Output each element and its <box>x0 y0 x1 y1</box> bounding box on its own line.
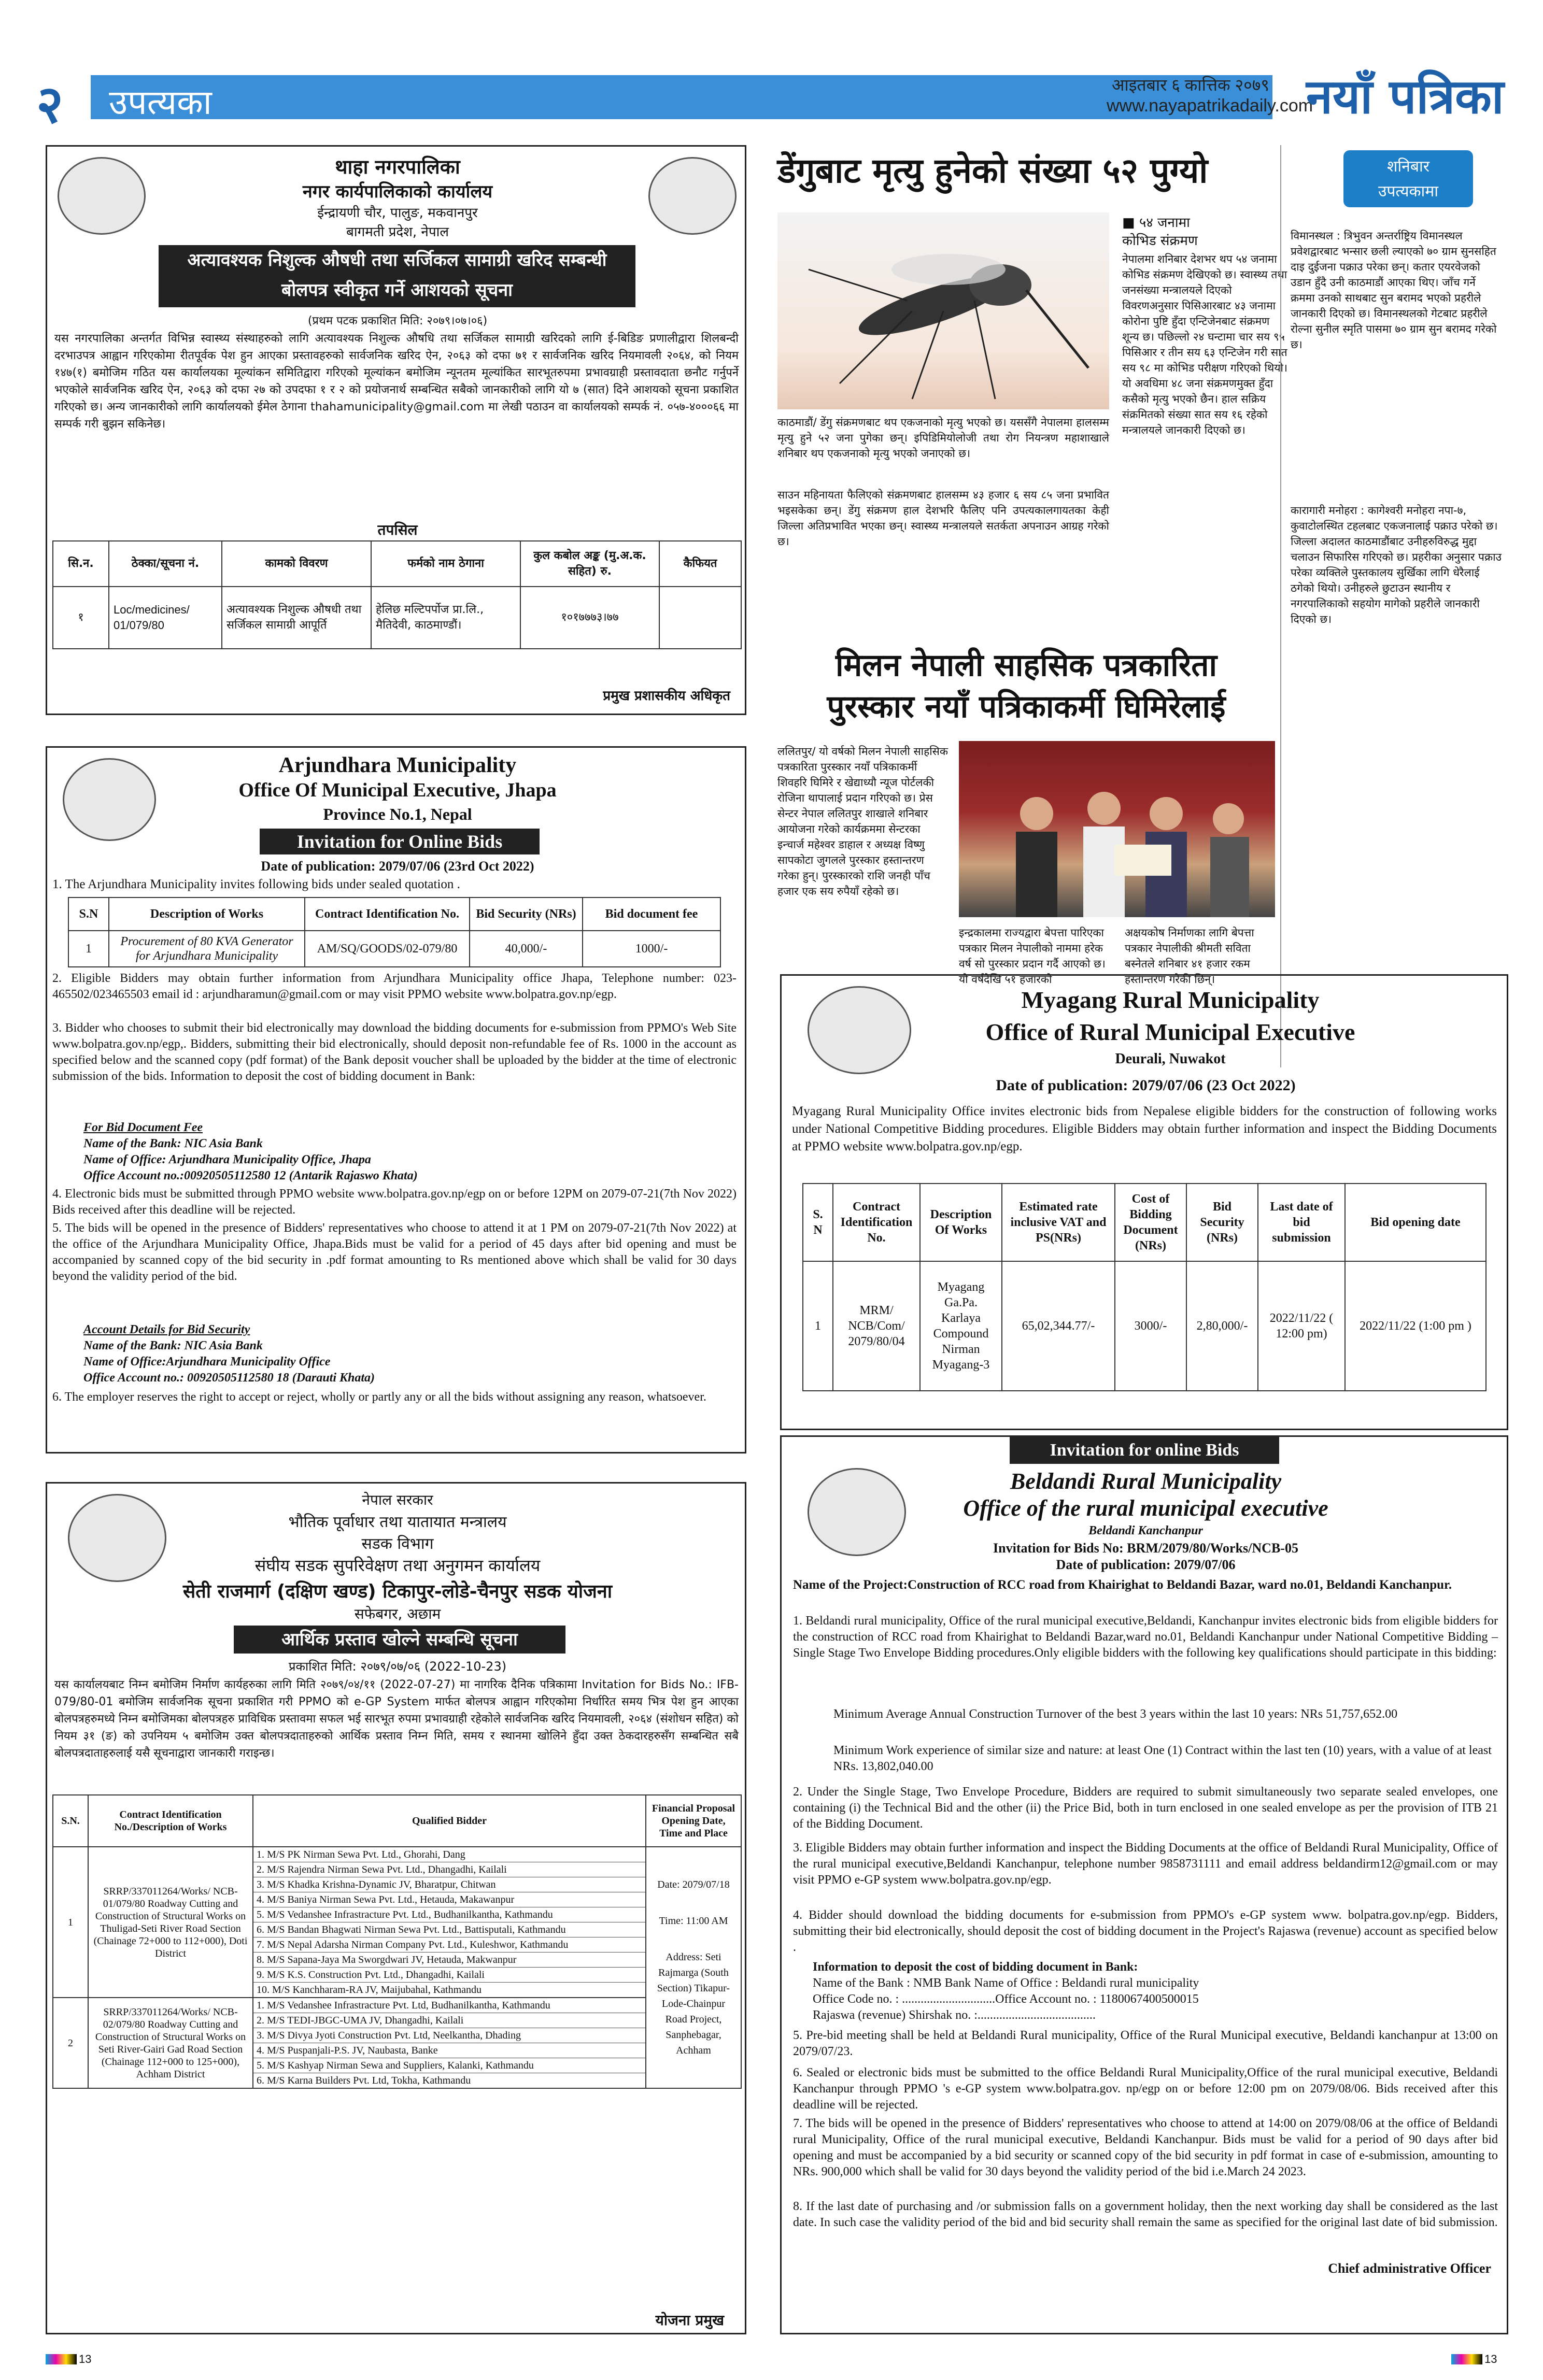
table-header: Last date of bid submission <box>1258 1184 1345 1261</box>
award-photo <box>959 741 1275 917</box>
ad-detail: Rajaswa (revenue) Shirshak no. :...................................... <box>813 2008 1096 2022</box>
ad-org-name: Myagang Rural Municipality <box>1021 987 1320 1013</box>
section-title: उपत्यका <box>109 82 212 122</box>
ad-seti <box>46 1482 746 2334</box>
news-subhead: कोभिड संक्रमण <box>1122 233 1198 249</box>
ad-body: यस नगरपालिका अन्तर्गत विभिन्न स्वास्थ्य संस्थाहरुको लागि अत्यावश्यक निशुल्क औषधि तथा सर्जिकल सामाग्री खरिदको लागि ई-बिडिङ प्रणालीद्वारा शिलबन्दी दरभाउपत्र आह्वान गरिएकोमा रीतपूर्वक पेश हुन आएका प्रस्तावहरुको सार्वजनिक खरिद ऐन, २०६३ को दफा ७१ र सार्वजनिक खरिद नियमावली २०६४, को नियम १४७(१) बमोजिम गठित यस कार्यालयका मूल्यांकन समितिद्वारा गरिएको मूल्यांकन बमोजिम न्यूनतम मूल्यांकित सारभूतरुपमा प्रभावग्राही प्रस्तावदाता छनौट गर्नुपर्ने भएकोले सार्वजनिक खरिद ऐन, २०६३ को दफा २७ को उपदफा १ र २ को प्रयोजनार्थ सम्बन्धित सबैको जानकारीको लागि यो ७ (सात) दिने आशयको सूचना प्रकाशित गरिएको छ। अन्य जानकारीको लागि कार्यालयको ईमेल ठेगाना thahamunicipality@gmail.com मा लेखी पठाउन वा कार्यालयको सम्पर्क नं. ०५७-४०००६६ मा सम्पर्क गरी बुझन सकिनेछ। <box>54 332 739 431</box>
table-cell: 1 <box>53 1847 88 1998</box>
ad-body: Myagang Rural Municipality Office invites electronic bids from Nepalese eligible bidders for the construction of following works under National Competitive Bidding procedures. Eligible Bidders may obtain further information and inspect the Bidding Documents at PPMO website www.bolpatra.gov.np/egp. <box>792 1104 1497 1153</box>
ad-pubdate: Date of publication: 2079/07/06 (23rd Oct 2022) <box>261 859 534 874</box>
ad-para: 3. Bidder who chooses to submit their bid electronically may download the bidding documents for e-submission from PPMO's Web Site www.bolpatra.gov.np/egp,. Bidders, submitting their bid electronically, should deposit non-refundable fee of Rs. 1000 in the account as specified below and the scanned copy (pdf format) of the Bank deposit voucher shall be uploaded by the bidder at the time of electronic submission of the bids. Information to deposit the cost of bidding document in Bank: <box>52 1021 737 1083</box>
page-number: २ <box>36 74 63 135</box>
bidder-item: 6. M/S Karna Builders Pvt. Ltd, Tokha, Kathmandu <box>257 2075 471 2086</box>
color-bar-icon <box>46 2354 77 2364</box>
mosquito-icon <box>777 212 1109 409</box>
banner-line-1: अत्यावश्यक निशुल्क औषधी तथा सर्जिकल सामाग्री खरिद सम्बन्धी <box>187 250 607 270</box>
ad-beldandi <box>780 1435 1508 2334</box>
bidder-item: 8. M/S Sapana-Jaya Ma Sworgdwari JV, Hetauda, Makwanpur <box>253 1953 645 1968</box>
table-header: कैफियत <box>659 541 741 587</box>
myagang-table <box>802 1183 1487 1391</box>
ad-detail: Name of the Bank: NIC Asia Bank <box>83 1339 263 1352</box>
ad-para: 3. Eligible Bidders may obtain further information and inspect the Bidding Documents at the office of Beldandi Rural Municipality, Office of the rural municipal executive,Beldandi Kanchanpur, telephone number 9858731111 and email address beldandirm12@gmail.com or may visit PPMO e-GP system www.bolpatra.gov.np/egp. <box>793 1841 1498 1887</box>
news-body: अक्षयकोष निर्माणका लागि बेपत्ता पत्रकार नेपालीकी श्रीमती सविता बस्नेतले शनिबार ४१ हजार रकम हस्तान्तरण गरेकी छिन्। <box>1125 927 1254 986</box>
table-cell: 3000/- <box>1115 1261 1186 1391</box>
ad-signoff: प्रमुख प्रशासकीय अधिकृत <box>603 688 730 704</box>
ad-para: 6. Sealed or electronic bids must be submitted to the office Beldandi Rural Municipality,Office of the rural municipal executive, Beldandi Kanchanpur through PPMO 's e-GP system www.bolpatra.gov. np/egp on or before 12:00 pm on 2079/08/06. Bids received after this deadline will be rejected. <box>793 2066 1498 2112</box>
table-cell: SRRP/337011264/Works/ NCB-01/079/80 Roadway Cutting and Construction of Structural Works on Thuligad-Seti River Road Section (Chainage 72+000 to 112+000), Doti District <box>88 1847 253 1998</box>
masthead-logo: नयाँ पत्रिका <box>1306 69 1504 124</box>
news-headline: डेंगुबाट मृत्यु हुनेको संख्या ५२ पुग्यो <box>777 151 1208 191</box>
table-header: ठेक्का/सूचना नं. <box>109 541 222 587</box>
badge-line-1: शनिबार <box>1387 158 1429 176</box>
table-header: Contract Identification No./Description of Works <box>88 1795 253 1847</box>
table-cell: MRM/ NCB/Com/ 2079/80/04 <box>833 1261 920 1391</box>
table-header: Description of Works <box>109 897 305 931</box>
ad-para: 7. The bids will be opened in the presence of Bidders' representatives who choose to attend at 14:00 on 2079/08/06 at the office of Beldandi rural Municipality, Office of the rural municipal executive, Beldandi Kanchanpur. Bids must be valid for a period of 90 days after bid opening and must be accompanied by a bid security or scanned copy of the bid security in pdf format in case of e-submission, amounting to NRs. 900,000 which shall be valid for 30 days beyond the validity period of the bid i.e.March 24 2023. <box>793 2117 1498 2178</box>
people-icon <box>959 741 1275 917</box>
table-cell: १०१७७७३।७७ <box>520 587 659 649</box>
table-cell: Procurement of 80 KVA Generator for Arjundhara Municipality <box>109 931 305 967</box>
header-date: आइतबार ६ कात्तिक २०७९ <box>1112 76 1270 94</box>
ad-department: सडक विभाग <box>361 1535 434 1553</box>
ad-address: Deurali, Nuwakot <box>1115 1051 1226 1067</box>
table-cell: 40,000/- <box>470 931 583 967</box>
ad-ministry: भौतिक पूर्वाधार तथा यातायात मन्त्रालय <box>288 1513 507 1531</box>
table-cell: Loc/medicines/ 01/079/80 <box>109 587 222 649</box>
table-header: सि.न. <box>53 541 109 587</box>
opening-details <box>646 1847 741 2088</box>
bidder-item: 2. M/S TEDI-JBGC-UMA JV, Dhangadhi, Kailali <box>253 2013 645 2028</box>
footer-code: 13 <box>79 2353 92 2365</box>
ad-detail: Office Account no.: 00920505112580 18 (Darauti Khata) <box>83 1371 375 1385</box>
ad-address: ईन्द्रायणी चौर, पालुङ, मकवानपुर <box>317 205 478 221</box>
ad-signoff: योजना प्रमुख <box>655 2312 724 2329</box>
table-cell: 2022/11/22 (1:00 pm ) <box>1345 1261 1486 1391</box>
table-header: Contract Identification No. <box>305 897 470 931</box>
ad-office-name: Office of Rural Municipal Executive <box>985 1019 1355 1045</box>
ad-org-name: Arjundhara Municipality <box>278 753 517 777</box>
ad-para: 8. If the last date of purchasing and /or submission falls on a government holiday, then the next working day shall be considered as the last date. In such case the validity period of the bid and bid security shall remain the same as specified for the original last date of bid submission. <box>793 2200 1498 2229</box>
news-headline: पुरस्कार नयाँ पत्रिकाकर्मी घिमिरेलाई <box>827 689 1226 725</box>
ad-banner: Invitation for Online Bids <box>260 829 540 854</box>
table-cell: १ <box>53 587 109 649</box>
table-cell: 2,80,000/- <box>1186 1261 1258 1391</box>
table-row <box>53 587 741 649</box>
table-header: कुल कबोल अङ्क (मु.अ.क. सहित) रु. <box>520 541 659 587</box>
ad-org-name: थाहा नगरपालिका <box>335 155 460 178</box>
side-badge <box>1343 150 1473 207</box>
table-cell: 1000/- <box>583 931 720 967</box>
table-header: Bid Security (NRs) <box>1186 1184 1258 1261</box>
table-header: Bid opening date <box>1345 1184 1486 1261</box>
footer-code: 13 <box>1484 2353 1497 2365</box>
bidder-list <box>253 1998 646 2088</box>
arjun-table <box>68 897 721 967</box>
table-cell: 1 <box>803 1261 833 1391</box>
ad-thaha <box>46 145 746 715</box>
thaha-table <box>52 540 742 649</box>
ad-para: 2. Eligible Bidders may obtain further information from Arjundhara Municipality office Jhapa, Telephone number: 023-465502/023465503 email id : arjundharamun@gmail.com or may visit PPMO website www.bolpatra.gov.np/egp. <box>52 972 737 1001</box>
ad-project-name: सेती राजमार्ग (दक्षिण खण्ड) टिकापुर-लोडे-चैनपुर सडक योजना <box>182 1581 613 1602</box>
table-header: Qualified Bidder <box>253 1795 646 1847</box>
ad-detail: Office Account no.:00920505112580 12 (Antarik Rajaswo Khata) <box>83 1169 418 1182</box>
bidder-item: 3. M/S Khadka Krishna-Dynamic JV, Bharatpur, Chitwan <box>253 1877 645 1892</box>
table-header: फर्मको नाम ठेगाना <box>371 541 520 587</box>
ad-bid-number: Invitation for Bids No: BRM/2079/80/Works/NCB-05 <box>993 1541 1298 1556</box>
bidder-item: 5. M/S Kashyap Nirman Sewa and Suppliers, Kalanki, Kathmandu <box>253 2058 645 2073</box>
news-headline: मिलन नेपाली साहसिक पत्रकारिता <box>836 647 1217 683</box>
ad-detail: Name of the Bank: NIC Asia Bank <box>83 1137 263 1150</box>
table-header: Description Of Works <box>920 1184 1002 1261</box>
ad-subhead: For Bid Document Fee <box>83 1121 203 1134</box>
ad-gov: नेपाल सरकार <box>362 1491 433 1508</box>
ad-address: Beldandi Kanchanpur <box>1088 1524 1203 1537</box>
ad-office-name: संघीय सडक सुपरिवेक्षण तथा अनुगमन कार्यालय <box>254 1556 541 1575</box>
ad-banner <box>159 245 635 307</box>
ad-myagang <box>780 974 1508 1430</box>
table-cell: 2 <box>53 1998 88 2088</box>
bidder-item: 3. M/S Divya Jyoti Construction Pvt. Ltd, Neelkantha, Dhading <box>253 2028 645 2043</box>
table-cell: SRRP/337011264/Works/ NCB-02/079/80 Roadway Cutting and Construction of Structural Works on Seti River-Gairi Gad Road Section (Chainage 112+000 to 125+000), Achham District <box>88 1998 253 2088</box>
color-bar-icon <box>1451 2354 1482 2364</box>
news-award <box>777 637 1275 986</box>
opening-time: Time: 11:00 AM <box>659 1915 728 1927</box>
opening-place: Address: Seti Rajmarga (South Section) Tikapur-Lode-Chainpur Road Project, Sanphebagar, Achham <box>657 1951 730 2056</box>
ad-signoff: Chief administrative Officer <box>1328 2261 1491 2276</box>
ad-detail: Name of Office: Arjundhara Municipality Office, Jhapa <box>83 1153 371 1166</box>
table-row <box>68 931 720 967</box>
ad-banner: Invitation for online Bids <box>1010 1437 1279 1464</box>
news-dengue <box>777 145 1296 663</box>
bidder-item: 4. M/S Baniya Nirman Sewa Pvt. Ltd., Hetauda, Makawanpur <box>253 1892 645 1907</box>
badge-line-2: उपत्यकामा <box>1378 182 1439 201</box>
news-body: नेपालमा शनिबार देशभर थप ५४ जनामा कोभिड संक्रमण देखिएको छ। स्वास्थ्य तथा जनसंख्या मन्त्रालयले दिएको विवरणअनुसार पिसिआरबाट ४३ जनामा कोरोना पुष्टि हुँदा एन्टिजेनबाट संक्रमण शून्य छ। पछिल्लो २४ घन्टामा चार सय ९५ पिसिआर र तीन सय ६३ एन्टिजेन गरी सात सय ९८ मा कोभिड परीक्षण गरिएको थियो। यो अवधिमा ४८ जना संक्रमणमुक्त हुँदा कसैको मृत्यु भएको छैन। हाल सक्रिय संक्रमितको संख्या सात सय १६ रहेको मन्त्रालयले जानकारी दिएको छ। <box>1122 253 1287 436</box>
side-story: विमानस्थल : त्रिभुवन अन्तर्राष्ट्रिय विमानस्थल प्रवेशद्वारबाट भन्सार छली ल्याएको ७० ग्राम सुनसहित दाइ दुईजना पक्राउ परेका छन्। कतार एयरवेजको उडान हुँदै उनी काठमाडौं आएका थिए। जाँच गर्ने क्रममा उनको साथबाट सुन बरामद भएको प्रहरीले जानकारी दिएको छ। विमानस्थलको गेटबाट प्रहरीले रोल्ना सुनील स्मृति पासमा ७० ग्राम सुन बरामद गरेको छ। <box>1291 230 1497 351</box>
table-cell <box>659 587 741 649</box>
ad-pubdate: (प्रथम पटक प्रकाशित मिति: २०७९।०७।०६) <box>307 315 488 327</box>
header-website[interactable]: www.nayapatrikadaily.com <box>1107 96 1313 116</box>
news-subhead: ■ ५४ जनामा <box>1122 215 1190 231</box>
ad-province: बागमती प्रदेश, नेपाल <box>346 224 449 240</box>
footer-left <box>46 2353 91 2368</box>
table-cell: अत्यावश्यक निशुल्क औषधी तथा सर्जिकल सामाग्री आपूर्ति <box>222 587 371 649</box>
ad-body: यस कार्यालयबाट निम्न बमोजिम निर्माण कार्यहरुका लागि मिति २०७९/०४/११ (2022-07-27) मा नागरिक दैनिक पत्रिकामा Invitation for Bids No.: IFB-079/80-01 बमोजिम सार्वजनिक सूचना प्रकाशित गरी PPMO को e-GP System मार्फत बोलपत्र आह्वान गरिएकोमा निर्धारित समय भित्र पेश हुन आएका बोलपत्रहरुमध्ये निम्न बमोजिमका बोलपत्रहरु प्राविधिक प्रस्तावमा सफल भई सारभूत रुपमा प्रभावग्राही रहेकोले सार्वजनिक खरिद नियमावली, २०६४ (संशोधन सहित) को नियम ३१ (ङ) को उपनियम ५ बमोजिम उक्त बोलपत्रदाताहरुको आर्थिक प्रस्ताव निम्न मिति, समय र स्थानमा खोलिने हुँदा उक्त ठेकदारहरुसँग सम्बन्धित सबै बोलपत्रदाताहरुलाई यसै सूचनाद्वारा जानकारी गराइन्छ। <box>54 1678 739 1760</box>
table-cell: 65,02,344.77/- <box>1002 1261 1115 1391</box>
news-body: इन्द्रकालमा राज्यद्वारा बेपत्ता पारिएका पत्रकार मिलन नेपालीको नाममा हरेक वर्ष सो पुरस्कार प्रदान गर्दै आएको छ। यो वर्षदेखि ५१ हजारको <box>959 927 1106 986</box>
ad-org-name: Beldandi Rural Municipality <box>1010 1469 1282 1494</box>
table-row <box>803 1261 1486 1391</box>
ad-para: 6. The employer reserves the right to accept or reject, wholly or partly any or all the bids without assigning any reason, whatsoever. <box>52 1390 706 1404</box>
table-header: Contract Identification No. <box>833 1184 920 1261</box>
table-header: S.N. <box>53 1795 88 1847</box>
ad-office-name: Office of the rural municipal executive <box>963 1495 1328 1521</box>
table-cell: AM/SQ/GOODS/02-079/80 <box>305 931 470 967</box>
ad-office-name: नगर कार्यपालिकाको कार्यालय <box>302 181 493 202</box>
table-row <box>53 1998 741 2088</box>
table-header: Bid Security (NRs) <box>470 897 583 931</box>
bidder-item: 5. M/S Vedanshee Infrastracture Pvt. Ltd., Budhanilkantha, Kathmandu <box>253 1907 645 1922</box>
news-body: ललितपुर/ यो वर्षको मिलन नेपाली साहसिक पत्रकारिता पुरस्कार नयाँ पत्रिकाकर्मी शिवहरि घिमिरे र खेद्याध्यौ न्यूज पोर्टलकी रोजिना थापालाई प्रदान गरिएको छ। प्रेस सेन्टर नेपाल ललितपुर शाखाले शनिबार आयोजना गरेको कार्यक्रममा सेन्टरका इन्चार्ज महेश्वर डाहाल र अध्यक्ष विष्णु सापकोटा जुगलले पुरस्कार हस्तान्तरण गरेका हुन्। पुरस्कारको राशि जनही पाँच हजार एक सय रुपैयाँ रहेको छ। <box>777 745 948 897</box>
ad-province: Province No.1, Nepal <box>323 805 472 823</box>
table-cell: 2022/11/22 ( 12:00 pm) <box>1258 1261 1345 1391</box>
ad-office-name: Office Of Municipal Executive, Jhapa <box>238 779 557 801</box>
table-cell: 1 <box>68 931 109 967</box>
table-title: तपसिल <box>377 521 418 538</box>
ad-pubdate: प्रकाशित मिति: २०७९/०७/०६ (2022-10-23) <box>288 1659 507 1674</box>
ad-arjundhara <box>46 746 746 1453</box>
ad-pubdate: Date of publication: 2079/07/06 (23 Oct 2022) <box>996 1077 1296 1094</box>
seti-table <box>52 1794 742 2089</box>
ad-para: 4. Electronic bids must be submitted through PPMO website www.bolpatra.gov.np/egp on or before 12PM on 2079-07-21(7th Nov 2022) Bids received after this deadline will be rejected. <box>52 1187 737 1217</box>
bidder-item: 9. M/S K.S. Construction Pvt. Ltd., Dhangadhi, Kailali <box>253 1968 645 1983</box>
ad-para: 5. The bids will be opened in the presence of Bidders' representatives who choose to attend it at 1 PM on 2079-07-21(7th Nov 2022) at the office of the Arjundhara Municipality Office, Jhapa.Bids must be valid for a period of 45 days after bid opening and must be accompanied by scanned copy of the bid security in .pdf format amounting to Rs mentioned above which shall be valid for 30 days beyond the validity period of the bid. <box>52 1221 737 1283</box>
bidder-item: 6. M/S Bandan Bhagwati Nirman Sewa Pvt. Ltd., Battisputali, Kathmandu <box>253 1922 645 1937</box>
side-story: कारागारी मनोहरा : कागेश्वरी मनोहरा नपा-७, कुवाटोलस्थित टहलबाट एकजनालाई पक्राउ परेको छ। जिल्ला अदालत काठमाडौंबाट उनीहरुविरुद्ध मुद्दा चलाउन सिफारिस गरिएको छ। प्रहरीका अनुसार पक्राउ परेका व्यक्तिले पुस्तकालय सुर्खिका लागि धेरैलाई ठगेको थियो। उनीहरुले छुटाउन स्थानीय र नगरपालिकाको सहयोग मागेको प्रहरीले जानकारी दिएको छ। <box>1291 504 1502 625</box>
bidder-item: 2. M/S Rajendra Nirman Sewa Pvt. Ltd., Dhangadhi, Kailali <box>253 1862 645 1877</box>
table-row <box>53 1847 741 1998</box>
table-cell: Myagang Ga.Pa. Karlaya Compound Nirman Myagang-3 <box>920 1261 1002 1391</box>
footer-right <box>1451 2353 1497 2368</box>
ad-detail: Name of Office:Arjundhara Municipality Office <box>83 1355 331 1369</box>
ad-bullet: Minimum Work experience of similar size and nature: at least One (1) Contract within the last ten (10) years, with a value of at least NRs. 13,802,040.00 <box>833 1744 1492 1773</box>
banner-line-2: बोलपत्र स्वीकृत गर्ने आशयको सूचना <box>281 280 513 301</box>
ad-detail: Name of the Bank : NMB Bank Name of Office : Beldandi rural municipality <box>813 1976 1199 1990</box>
news-body: साउन महिनायता फैलिएको संक्रमणबाट हालसम्म ४३ हजार ६ सय ८५ जना प्रभावित भइसकेका छन्। डेंगु संक्रमण हाल देशभरि फैलिए पनि उपत्यकालगायतका केही जिल्ला अतिप्रभावित भएका छन्। स्वास्थ्य मन्त्रालयले सतर्कता अपनाउन आग्रह गरेको छ। <box>777 489 1109 548</box>
page-header <box>0 0 1543 135</box>
ad-pubdate: Date of publication: 2079/07/06 <box>1056 1557 1236 1572</box>
section-bar <box>91 75 1272 119</box>
bidder-item: 1. M/S Vedanshee Infrastracture Pvt. Ltd, Budhanilkantha, Kathmandu <box>253 1998 645 2013</box>
table-header: Financial Proposal Opening Date, Time and Place <box>646 1795 741 1847</box>
bidder-list <box>253 1847 646 1998</box>
table-header: Estimated rate inclusive VAT and PS(NRs) <box>1002 1184 1115 1261</box>
table-cell: हेलिछ मल्टिपर्पोज प्रा.लि., मैतिदेवी, काठमाण्डौं। <box>371 587 520 649</box>
image-caption: काठमाडौं/ डेंगु संक्रमणबाट थप एकजनाको मृत्यु भएको छ। यससँगै नेपालमा हालसम्म मृत्यु हुने ५२ जना पुगेका छन्। इपिडिमियोलोजी तथा रोग नियन्त्रण महाशाखाले शनिबार थप एकजनाको मृत्यु भएको जनाएको छ। <box>777 416 1109 460</box>
bidder-item: 10. M/S Kanchharam-RA JV, Maijubahal, Kathmandu <box>257 1984 482 1996</box>
ad-detail: Office Code no. : ..............................Office Account no. : 1180067400500015 <box>813 1992 1199 2006</box>
table-header: कामको विवरण <box>222 541 371 587</box>
ad-project: Name of the Project:Construction of RCC road from Khairighat to Beldandi Bazar, ward no.01, Beldandi Kanchanpur. <box>793 1578 1452 1592</box>
table-header: S. N <box>803 1184 833 1261</box>
bidder-item: 4. M/S Puspanjali-P.S. JV, Naubasta, Banke <box>253 2043 645 2058</box>
ad-para: 5. Pre-bid meeting shall be held at Beldandi Rural municipality, Office of the Rural Municipal executive, Beldandi kanchanpur at 13:00 on 2079/07/23. <box>793 2029 1498 2058</box>
ad-para: 1. Beldandi rural municipality, Office of the rural municipal executive,Beldandi, Kanchanpur invites electronic bids from eligible bidders for the construction of RCC road from Khairighat to Beldandi Bazar,ward no.01, Beldandi Kanchanpur under National Competitive Bidding – Single Stage Two Envelope Bidding procedures.Only eligible bidders with the following key qualifications should participate in this bidding: <box>793 1614 1498 1660</box>
ad-address: सफेबगर, अछाम <box>354 1605 441 1622</box>
bidder-item: 1. M/S PK Nirman Sewa Pvt. Ltd., Ghorahi, Dang <box>253 1847 645 1862</box>
ad-subhead: Information to deposit the cost of bidding document in Bank: <box>813 1960 1138 1974</box>
opening-date: Date: 2079/07/18 <box>657 1879 730 1890</box>
table-header: Bid document fee <box>583 897 720 931</box>
table-header: S.N <box>68 897 109 931</box>
table-header: Cost of Bidding Document (NRs) <box>1115 1184 1186 1261</box>
ad-bullet: Minimum Average Annual Construction Turnover of the best 3 years within the last 10 years: NRs 51,757,652.00 <box>833 1707 1398 1721</box>
ad-para: 2. Under the Single Stage, Two Envelope Procedure, Bidders are required to submit simultaneously two separate sealed envelopes, one containing (i) the Technical Bid and the other (ii) the Price Bid, both in turn enclosed in one sealed envelope as per the provision of ITB 21 of the Bidding Document. <box>793 1785 1498 1831</box>
news-side <box>1280 145 1509 1067</box>
ad-banner: आर्थिक प्रस्ताव खोल्ने सम्बन्धि सूचना <box>234 1626 565 1654</box>
ad-subhead: Account Details for Bid Security <box>83 1323 250 1336</box>
ad-intro: 1. The Arjundhara Municipality invites following bids under sealed quotation . <box>52 877 460 891</box>
mosquito-image <box>777 212 1109 409</box>
bidder-item: 7. M/S Nepal Adarsha Nirman Company Pvt. Ltd., Kuleshwor, Kathmandu <box>253 1937 645 1953</box>
ad-para: 4. Bidder should download the bidding documents for e-submission from PPMO's e-GP system www. bolpatra.gov.np/egp. Bidders, submitting their bid electronically, should deposit the cost of bidding document in the Project's Rajaswa (revenue) account as specified below . <box>793 1908 1498 1954</box>
